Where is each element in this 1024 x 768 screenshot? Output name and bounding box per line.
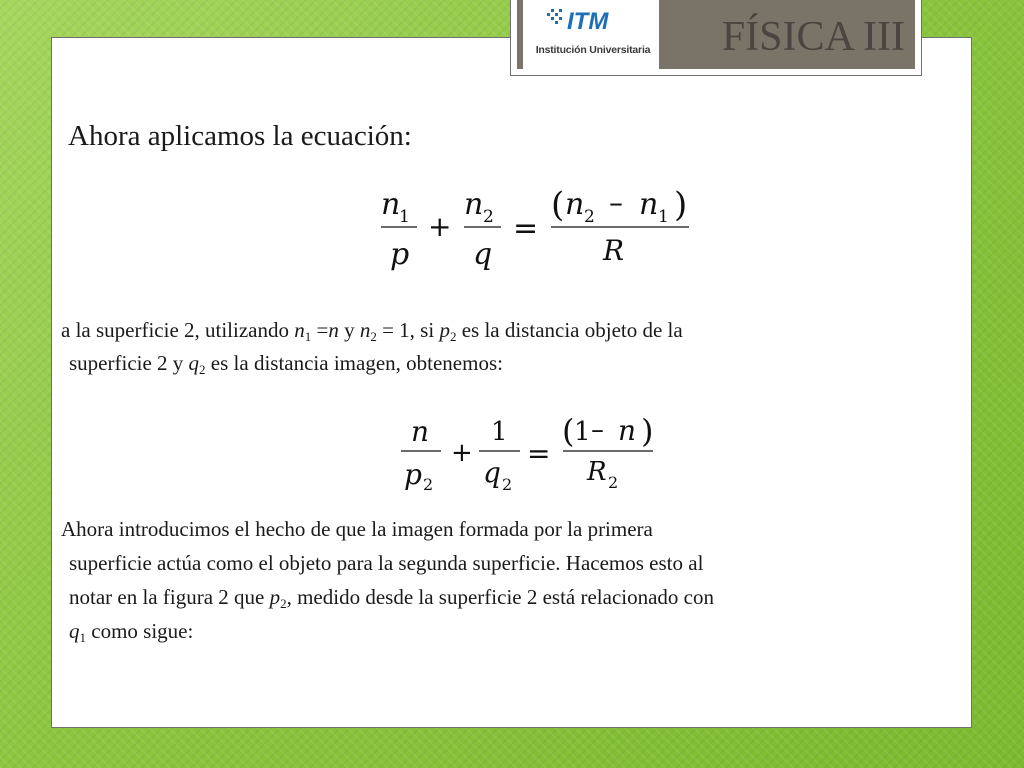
p2-line-2: superficie actúa como el objeto para la segunda superficie. Hacemos esto al <box>69 551 704 575</box>
eq1-t2-num-sub: 2 <box>483 207 494 227</box>
itm-logo-icon <box>547 5 637 35</box>
p2-text: , medido desde la superficie 2 está relacionado con <box>286 585 715 609</box>
p1-var: n <box>359 318 371 342</box>
p1-var: p <box>439 318 450 342</box>
eq1-rhs-b: n <box>639 187 659 222</box>
eq2-rhs-a: 1 <box>574 417 591 447</box>
p1-var: n <box>294 318 305 342</box>
p2-line-3 <box>61 580 963 614</box>
eq2-rhs-den: R <box>587 457 607 487</box>
intro-heading: Ahora aplicamos la ecuación: <box>68 120 412 152</box>
p2-line-1: Ahora introducimos el hecho de que la imagen formada por la primera <box>61 517 653 541</box>
eq1-rhs-minus: – <box>609 186 623 219</box>
logo-text: Institución Universitaria <box>535 44 651 56</box>
p1-var: q <box>188 351 200 375</box>
eq1-rhs-open-paren: ( <box>551 185 565 225</box>
p2-line-4 <box>61 614 963 648</box>
p1-var-sub: 2 <box>199 362 206 377</box>
eq1-op-equals: = <box>513 211 539 246</box>
eq2-t1-num: n <box>411 415 430 448</box>
eq2-rhs-minus: – <box>591 415 604 445</box>
eq2-op-equals: = <box>527 437 551 470</box>
p1-text: superficie 2 y <box>69 351 189 375</box>
p1-text: a la superficie 2, utilizando <box>61 318 295 342</box>
paragraph-2 <box>61 512 963 648</box>
p2-var: p <box>269 585 281 609</box>
eq2-rhs-den-sub: 2 <box>608 473 619 492</box>
logo <box>523 0 659 69</box>
eq2-t2-num: 1 <box>491 417 508 447</box>
p1-text: y <box>338 318 360 342</box>
p1-text: = 1, si <box>376 318 440 342</box>
eq2-t2-den-sub: 2 <box>502 475 513 494</box>
eq1-t2-den: q <box>473 237 493 272</box>
eq1-op-plus: + <box>428 210 452 243</box>
logo-mark-text: ITM <box>567 8 609 35</box>
p2-text: como sigue: <box>86 619 194 643</box>
p1-var: n <box>328 318 339 342</box>
p1-text: es la distancia objeto de la <box>456 318 683 342</box>
eq2-rhs-close-paren: ) <box>641 412 654 450</box>
eq1-rhs-a: n <box>565 187 585 222</box>
eq1-rhs-b-sub: 1 <box>658 207 669 227</box>
p1-line-2 <box>61 347 963 380</box>
p1-var-sub: 2 <box>449 329 457 344</box>
paragraph-1 <box>61 314 963 380</box>
eq1-t1-den: p <box>390 237 410 272</box>
eq1-rhs-a-sub: 2 <box>584 207 595 227</box>
eq1-t1-num: n <box>381 187 401 222</box>
p1-text: = <box>311 318 329 342</box>
p2-var-sub: 2 <box>280 596 287 611</box>
page-title: FÍSICA III <box>721 14 905 60</box>
eq1-rhs-den: R <box>603 234 625 267</box>
eq2-rhs-open-paren: ( <box>562 412 575 450</box>
eq2-t2-den: q <box>483 456 501 489</box>
eq1-t1-num-sub: 1 <box>399 207 410 227</box>
p2-text: notar en la figura 2 que <box>69 585 270 609</box>
eq1-rhs-close-paren: ) <box>674 185 688 225</box>
eq2-op-plus: + <box>451 438 473 468</box>
p2-var-sub: 1 <box>79 630 86 645</box>
eq2-rhs-b: n <box>618 414 637 447</box>
p2-var: q <box>69 619 80 643</box>
p1-var-sub: 2 <box>370 329 377 344</box>
p1-var-sub: 1 <box>304 329 312 344</box>
header-bar <box>517 0 915 69</box>
header-tab <box>510 0 922 76</box>
eq2-t1-den-sub: 2 <box>423 475 434 494</box>
p1-text: es la distancia imagen, obtenemos: <box>205 351 503 375</box>
eq2-t1-den: p <box>404 458 422 491</box>
eq1-t2-num: n <box>464 187 484 222</box>
